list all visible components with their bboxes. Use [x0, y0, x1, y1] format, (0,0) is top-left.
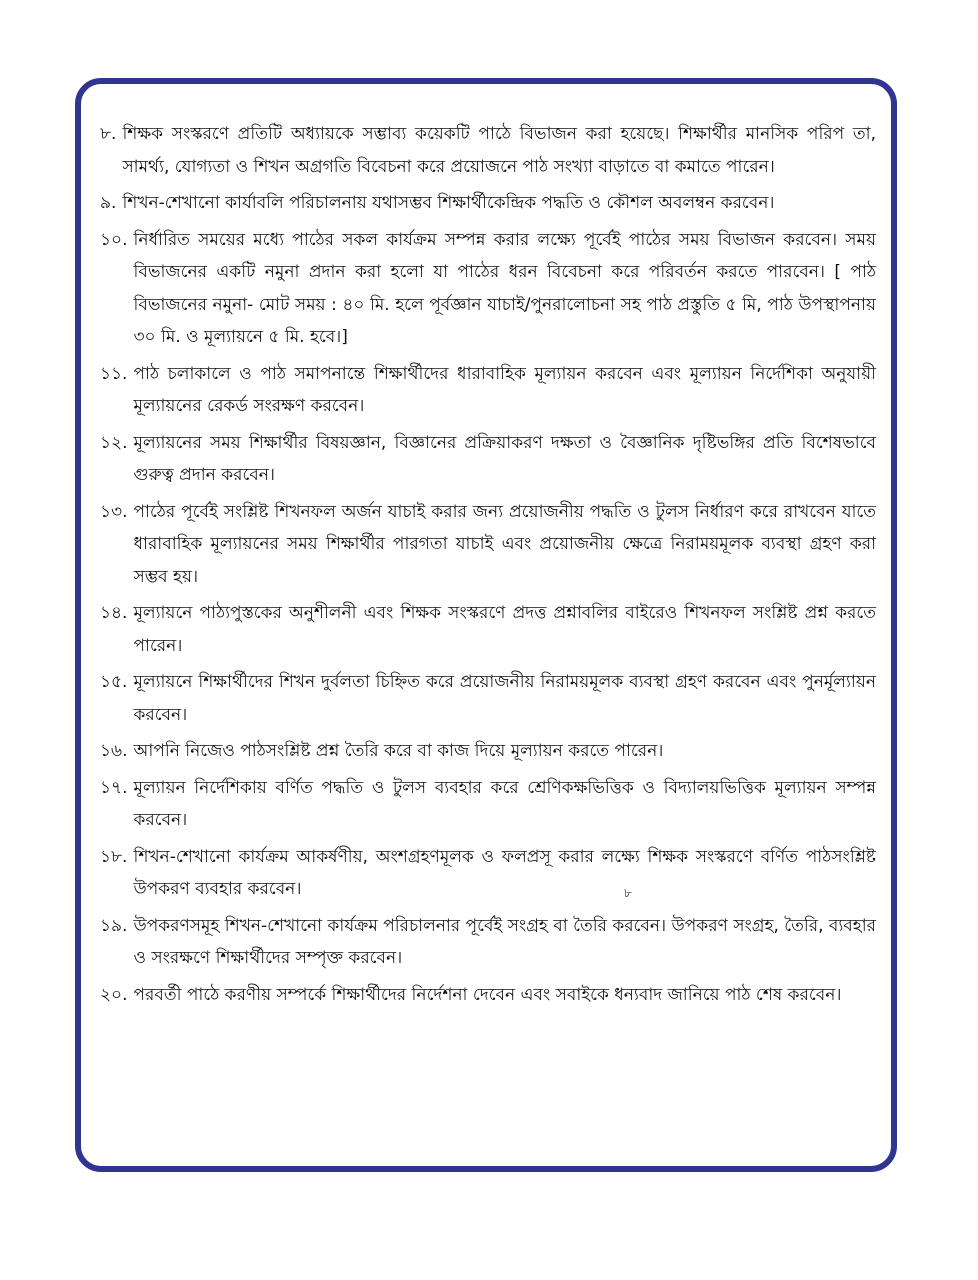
list-item: [100, 735, 876, 768]
item-number: ১৩.: [100, 501, 128, 522]
item-number: ১৪.: [100, 603, 128, 623]
item-text: মূল্যায়নে শিক্ষার্থীদের শিখন দুর্বলতা চিহ্নিত করে প্রয়োজনীয় নিরাময়মূলক ব্যবস্থা গ্রহণ করবেন এবং পুনর্মূল্যায়ন করবেন।: [133, 672, 876, 725]
item-number: ৮.: [100, 124, 117, 144]
item-number: ১১.: [100, 363, 128, 384]
item-number: ৯.: [100, 193, 117, 213]
list-item: [100, 358, 876, 423]
item-text: নির্ধারিত সময়ের মধ্যে পাঠের সকল কার্যক্রম সম্পন্ন করার লক্ষ্যে পূর্বেই পাঠের সময় বিভাজন করবেন। সময় বিভাজনের একটি নমুনা প্রদান করা হলো যা পাঠের ধরন বিবেচনা করে পরিবর্তন করতে পারবেন। [ পাঠ বিভাজনের নমুনা- মোট সময় : ৪০ মি. হলে পূর্বজ্ঞান যাচাই/পুনরালোচনা সহ পাঠ প্রস্তুতি ৫ মি, পাঠ উপস্থাপনায় ৩০ মি. ও মূল্যায়নে ৫ মি. হবে।]: [133, 229, 876, 347]
list-item: [100, 496, 876, 594]
list-item: [100, 597, 876, 662]
list-item: [100, 118, 876, 183]
item-number: ১০.: [100, 229, 128, 250]
list-item: [100, 427, 876, 492]
item-number: ১২.: [100, 432, 128, 453]
instruction-list: [100, 118, 876, 1015]
list-item: [100, 841, 876, 906]
item-text: মূল্যায়নে পাঠ্যপুস্তকের অনুশীলনী এবং শিক্ষক সংস্করণে প্রদত্ত প্রশ্নাবলির বাইরেও শিখনফল সংশ্লিষ্ট প্রশ্ন করতে পারেন।: [133, 603, 876, 656]
item-number: ১৬.: [100, 741, 128, 761]
item-text: মূল্যায়নের সময় শিক্ষার্থীর বিষয়জ্ঞান, বিজ্ঞানের প্রক্রিয়াকরণ দক্ষতা ও বৈজ্ঞানিক দৃষ্টিভঙ্গির প্রতি বিশেষভাবে গুরুত্ব প্রদান করবেন।: [133, 432, 876, 485]
item-text: উপকরণসমূহ শিখন-শেখানো কার্যক্রম পরিচালনার পূর্বেই সংগ্রহ বা তৈরি করবেন। উপকরণ সংগ্রহ, তৈরি, ব্যবহার ও সংরক্ষণে শিক্ষার্থীদের সম্পৃক্ত করবেন।: [133, 915, 876, 968]
item-number: ১৯.: [100, 915, 128, 936]
list-item: [100, 666, 876, 731]
item-text: পাঠ চলাকালে ও পাঠ সমাপনান্তে শিক্ষার্থীদের ধারাবাহিক মূল্যায়ন করবেন এবং মূল্যায়ন নির্দেশিকা অনুযায়ী মূল্যায়নের রেকর্ড সংরক্ষণ করবেন।: [133, 363, 876, 416]
list-item: [100, 979, 876, 1012]
list-item: [100, 187, 876, 220]
item-text: পরবর্তী পাঠে করণীয় সম্পর্কে শিক্ষার্থীদের নির্দেশনা দেবেন এবং সবাইকে ধন্যবাদ জানিয়ে পাঠ শেষ করবেন।: [133, 984, 842, 1005]
item-number: ১৫.: [100, 672, 128, 692]
item-text: মূল্যায়ন নির্দেশিকায় বর্ণিত পদ্ধতি ও টুলস ব্যবহার করে শ্রেণিকক্ষভিত্তিক ও বিদ্যালয়ভিত্তিক মূল্যায়ন সম্পন্ন করবেন।: [133, 777, 876, 830]
item-text: আপনি নিজেও পাঠসংশ্লিষ্ট প্রশ্ন তৈরি করে বা কাজ দিয়ে মূল্যায়ন করতে পারেন।: [133, 741, 664, 761]
page-number: ৮: [624, 886, 632, 900]
list-item: [100, 224, 876, 354]
item-number: ১৭.: [100, 777, 128, 798]
item-text: পাঠের পূর্বেই সংশ্লিষ্ট শিখনফল অর্জন যাচাই করার জন্য প্রয়োজনীয় পদ্ধতি ও টুলস নির্ধারণ করে রাখবেন যাতে ধারাবাহিক মূল্যায়নের সময় শিক্ষার্থীর পারগতা যাচাই এবং প্রয়োজনীয় ক্ষেত্রে নিরাময়মূলক ব্যবস্থা গ্রহণ করা সম্ভব হয়।: [133, 501, 876, 587]
item-text: শিখন-শেখানো কার্যাবলি পরিচালনায় যথাসম্ভব শিক্ষার্থীকেন্দ্রিক পদ্ধতি ও কৌশল অবলম্বন করবেন।: [122, 193, 775, 213]
item-text: শিখন-শেখানো কার্যক্রম আকর্ষণীয়, অংশগ্রহণমূলক ও ফলপ্রসূ করার লক্ষ্যে শিক্ষক সংস্করণে বর্ণিত পাঠসংশ্লিষ্ট উপকরণ ব্যবহার করবেন।: [133, 846, 876, 899]
item-number: ২০.: [100, 984, 128, 1005]
item-text: শিক্ষক সংস্করণে প্রতিটি অধ্যায়কে সম্ভাব্য কয়েকটি পাঠে বিভাজন করা হয়েছে। শিক্ষার্থীর মানসিক পরিপ তা, সামর্থ্য, যোগ্যতা ও শিখন অগ্রগতি বিবেচনা করে প্রয়োজনে পাঠ সংখ্যা বাড়াতে বা কমাতে পারেন।: [122, 124, 876, 177]
list-item: [100, 910, 876, 975]
item-number: ১৮.: [100, 846, 128, 867]
list-item: [100, 772, 876, 837]
